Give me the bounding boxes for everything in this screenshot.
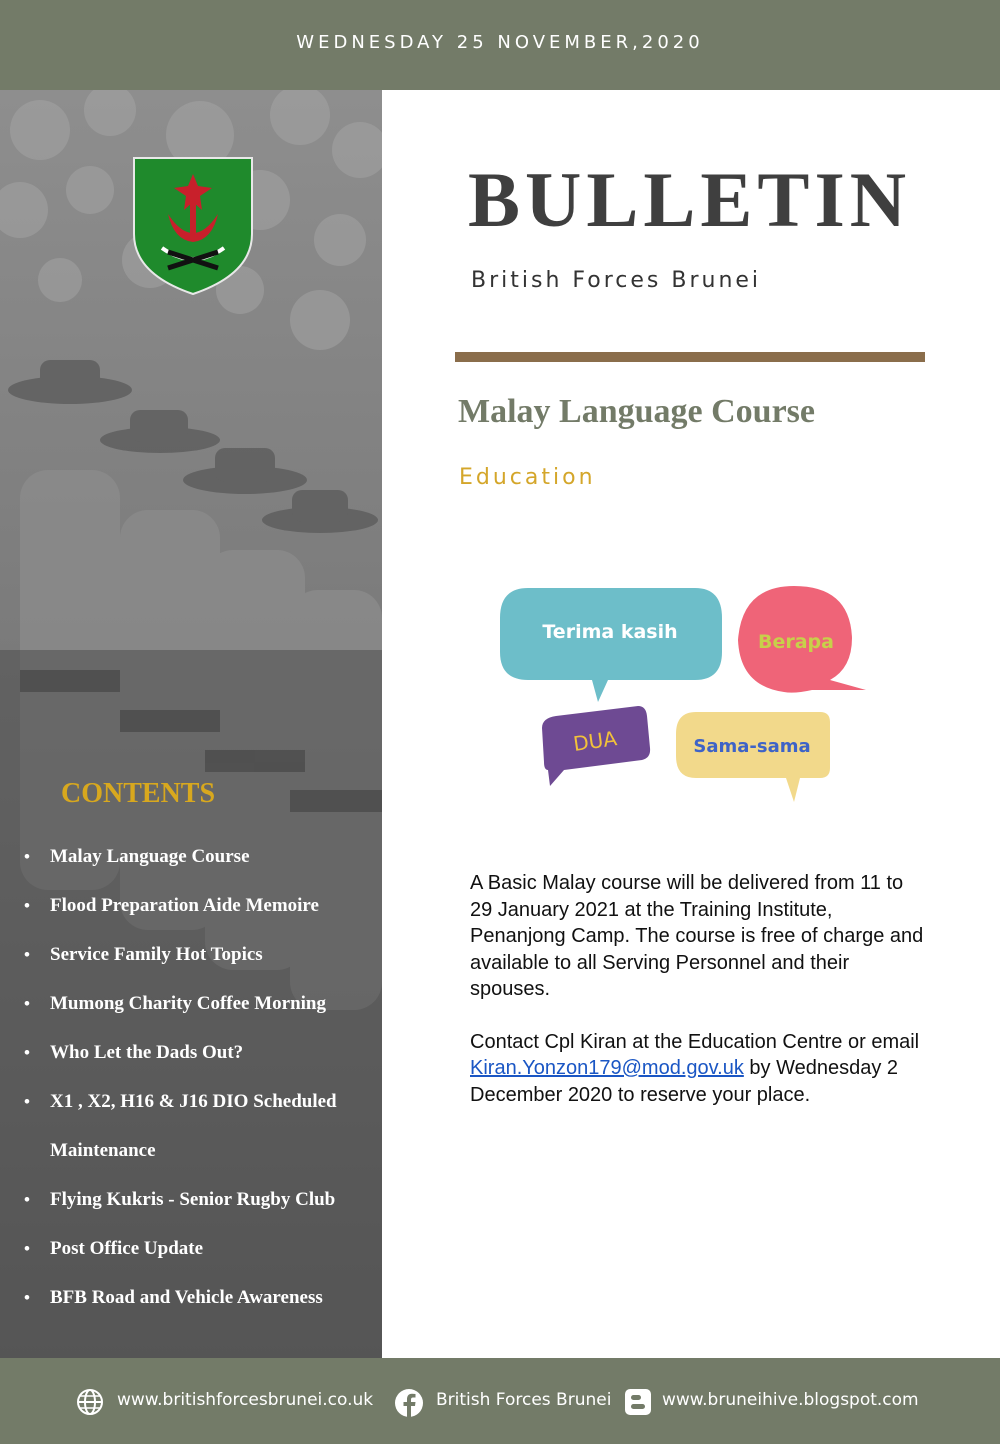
speech-bubble-yellow [676, 712, 830, 802]
bubble-berapa: Berapa [758, 631, 834, 653]
issue-date: WEDNESDAY 25 NOVEMBER,2020 [296, 32, 704, 53]
blogger-icon [624, 1388, 652, 1416]
bubble-dua: DUA [571, 726, 619, 756]
facebook-page-link[interactable]: British Forces Brunei [436, 1390, 612, 1410]
contact-text-end: by Wednesday 2 December 2020 to reserve your place. [470, 1057, 898, 1106]
contents-heading: CONTENTS [61, 778, 216, 809]
masthead-subtitle: British Forces Brunei [471, 268, 762, 293]
article-paragraph: A Basic Malay course will be delivered from 11 to 29 January 2021 at the Training Institute, Penanjong Camp. The course is free of charge and available to all Serving Personnel and their spouses. [470, 872, 924, 1000]
facebook-icon [394, 1388, 424, 1418]
bubble-terima-kasih: Terima kasih [542, 621, 678, 643]
email-link[interactable]: Kiran.Yonzon179@mod.gov.uk [470, 1057, 744, 1079]
contents-item[interactable]: • Mumong Charity Coffee Morning [22, 979, 372, 1028]
speech-bubbles-illustration [490, 580, 880, 810]
contents-item[interactable]: • Service Family Hot Topics [22, 930, 372, 979]
bubble-sama-sama: Sama-sama [693, 736, 811, 757]
article-body [470, 870, 930, 1134]
date-banner [0, 0, 1000, 90]
divider-rule [455, 352, 925, 362]
contents-item[interactable]: • Flying Kukris - Senior Rugby Club [22, 1175, 372, 1224]
sidebar-panel [0, 90, 382, 1358]
regimental-crest-logo [132, 156, 254, 296]
article-title: Malay Language Course [458, 393, 815, 430]
speech-bubble-teal [500, 588, 722, 702]
contents-item[interactable]: • Post Office Update [22, 1224, 372, 1273]
contents-item[interactable]: • X1 , X2, H16 & J16 DIO Scheduled Maintenance [22, 1077, 372, 1175]
contents-list [22, 832, 372, 1322]
contents-item[interactable]: • BFB Road and Vehicle Awareness [22, 1273, 372, 1322]
article-paragraph-contact [470, 1029, 930, 1109]
footer-bar [0, 1358, 1000, 1444]
contents-item[interactable]: • Who Let the Dads Out? [22, 1028, 372, 1077]
article-category: Education [459, 465, 596, 490]
globe-icon [76, 1388, 104, 1416]
masthead-title: BULLETIN [468, 156, 912, 243]
website-link[interactable]: www.britishforcesbrunei.co.uk [117, 1390, 374, 1410]
blog-link[interactable]: www.bruneihive.blogspot.com [662, 1390, 919, 1410]
contact-text: Contact Cpl Kiran at the Education Centre or email [470, 1030, 920, 1053]
contents-item[interactable]: • Flood Preparation Aide Memoire [22, 881, 372, 930]
contents-item[interactable]: • Malay Language Course [22, 832, 372, 881]
